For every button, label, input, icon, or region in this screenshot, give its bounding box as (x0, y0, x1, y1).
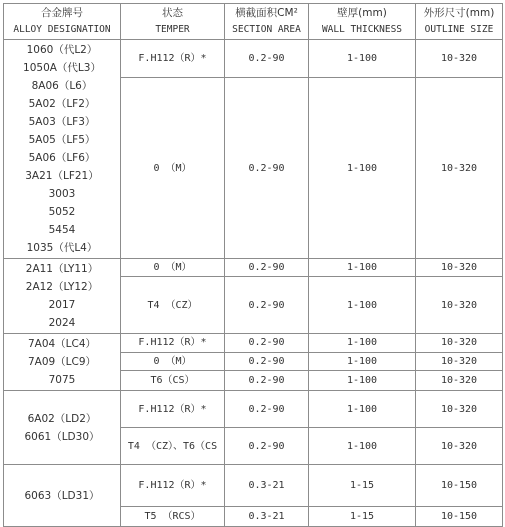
outline-size-cell: 10-320 (416, 352, 503, 371)
section-area-cell: 0.2-90 (225, 371, 309, 391)
header-temper-cn: 状态 (162, 7, 183, 19)
alloy-name: 7A04（LC4） (27, 338, 97, 350)
alloy-name: 5A03（LF3） (28, 116, 96, 128)
table-row (4, 391, 503, 428)
section-area-cell: 0.2-90 (225, 428, 309, 465)
temper-cell: T5 （RCS） (121, 507, 225, 527)
outline-size-cell: 10-320 (416, 428, 503, 465)
table-row (4, 334, 503, 353)
temper-cell: F.H112（R）* (121, 391, 225, 428)
alloy-name: 5052 (48, 206, 76, 218)
alloy-cell (4, 259, 121, 334)
wall-thickness-cell: 1-100 (309, 78, 416, 259)
section-area-cell: 0.2-90 (225, 78, 309, 259)
header-temper (121, 4, 225, 40)
alloy-name: 6063（LD31） (24, 489, 100, 502)
outline-size-cell: 10-320 (416, 371, 503, 391)
alloy-cell (4, 334, 121, 391)
header-wall-thickness (309, 4, 416, 40)
header-alloy-en: ALLOY DESIGNATION (13, 24, 111, 35)
section-area-cell: 0.2-90 (225, 391, 309, 428)
outline-size-cell: 10-320 (416, 259, 503, 277)
alloy-name: 7075 (48, 374, 76, 386)
alloy-name: 1050A（代L3） (23, 62, 101, 74)
header-section-area (225, 4, 309, 40)
alloy-name: 2A12（LY12） (25, 281, 99, 293)
alloy-name: 5A02（LF2） (28, 98, 96, 110)
header-wall-thickness-en: WALL THICKNESS (321, 24, 403, 35)
temper-cell: 0 （M） (121, 259, 225, 277)
table-row (4, 40, 503, 78)
section-area-cell: 0.2-90 (225, 40, 309, 78)
section-area-cell: 0.2-90 (225, 334, 309, 353)
alloy-name: 5454 (48, 224, 76, 236)
alloy-name: 6061（LD30） (24, 430, 100, 443)
section-area-cell: 0.2-90 (225, 277, 309, 334)
section-area-cell: 0.3-21 (225, 465, 309, 507)
wall-thickness-cell: 1-100 (309, 371, 416, 391)
outline-size-cell: 10-150 (416, 507, 503, 527)
outline-size-cell: 10-320 (416, 40, 503, 78)
section-area-cell: 0.2-90 (225, 352, 309, 371)
outline-size-cell: 10-320 (416, 391, 503, 428)
header-alloy-cn: 合金牌号 (41, 7, 83, 19)
alloy-spec-table (3, 3, 503, 527)
alloy-cell (4, 465, 121, 527)
temper-cell: F.H112（R）* (121, 465, 225, 507)
header-section-area-en: SECTION AREA (232, 24, 301, 35)
alloy-name: 2017 (48, 299, 76, 311)
header-outline-size (416, 4, 503, 40)
header-outline-size-en: OUTLINE SIZE (424, 24, 494, 35)
alloy-cell (4, 391, 121, 465)
alloy-name: 5A05（LF5） (28, 134, 96, 146)
alloy-name: 7A09（LC9） (27, 356, 97, 368)
section-area-cell: 0.3-21 (225, 507, 309, 527)
header-wall-thickness-cn: 壁厚(mm) (337, 7, 387, 19)
alloy-name: 3003 (48, 188, 76, 200)
alloy-name: 2A11（LY11） (25, 263, 99, 275)
wall-thickness-cell: 1-100 (309, 277, 416, 334)
wall-thickness-cell: 1-15 (309, 507, 416, 527)
header-outline-size-cn: 外形尺寸(mm) (423, 7, 495, 19)
header-section-area-cn: 横截面积CM² (235, 7, 298, 19)
alloy-name: 1035（代L4） (26, 242, 98, 254)
outline-size-cell: 10-320 (416, 334, 503, 353)
wall-thickness-cell: 1-15 (309, 465, 416, 507)
wall-thickness-cell: 1-100 (309, 352, 416, 371)
temper-cell: F.H112（R）* (121, 40, 225, 78)
wall-thickness-cell: 1-100 (309, 428, 416, 465)
alloy-name: 5A06（LF6） (28, 152, 96, 164)
alloy-name: 8A06（L6） (31, 80, 93, 92)
wall-thickness-cell: 1-100 (309, 334, 416, 353)
temper-cell: T6（CS） (121, 371, 225, 391)
outline-size-cell: 10-320 (416, 78, 503, 259)
alloy-name: 2024 (48, 317, 76, 329)
temper-cell: 0 （M） (121, 352, 225, 371)
temper-cell: T4 （CZ）、T6（CS (121, 428, 225, 465)
table-row (4, 259, 503, 277)
header-row (4, 4, 503, 40)
alloy-name: 1060（代L2） (26, 44, 98, 56)
temper-cell: 0 （M） (121, 78, 225, 259)
temper-cell: T4 （CZ） (121, 277, 225, 334)
outline-size-cell: 10-320 (416, 277, 503, 334)
header-alloy (4, 4, 121, 40)
wall-thickness-cell: 1-100 (309, 40, 416, 78)
header-temper-en: TEMPER (155, 24, 190, 35)
outline-size-cell: 10-150 (416, 465, 503, 507)
wall-thickness-cell: 1-100 (309, 259, 416, 277)
alloy-name: 3A21（LF21） (25, 170, 99, 182)
table-body (4, 40, 503, 527)
alloy-cell (4, 40, 121, 259)
alloy-name: 6A02（LD2） (27, 412, 97, 425)
section-area-cell: 0.2-90 (225, 259, 309, 277)
temper-cell: F.H112（R）* (121, 334, 225, 353)
wall-thickness-cell: 1-100 (309, 391, 416, 428)
table-row (4, 465, 503, 507)
